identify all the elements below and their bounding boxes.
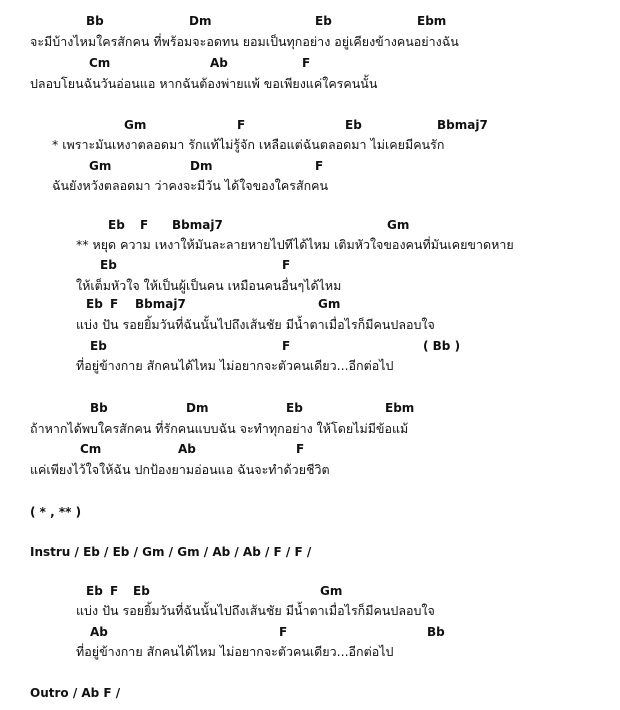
chord: Ab: [210, 56, 228, 70]
lyric-line: แบ่ง ปัน รอยยิ้มวันที่ฉันนั้นไปถึงเส้นชัย มีน้ำตาเมื่อไรก็มีคนปลอบใจ: [76, 603, 435, 618]
lyric-line: ฉันยังหวังตลอดมา ว่าคงจะมีวัน ได้ใจของใครสักคน: [52, 178, 329, 193]
lyric-line: ปลอบโยนฉันวันอ่อนแอ หากฉันต้องพ่ายแพ้ ขอเพียงแค่ใครคนนั้น: [30, 76, 378, 91]
lyric-line: * เพราะมันเหงาตลอดมา รักแท้ไม่รู้จัก เหลือแต่ฉันตลอดมา ไม่เคยมีคนรัก: [52, 137, 445, 152]
chord: Eb: [315, 14, 332, 28]
chord: F: [302, 56, 311, 70]
lyric-line: แบ่ง ปัน รอยยิ้มวันที่ฉันนั้นไปถึงเส้นชัย มีน้ำตาเมื่อไรก็มีคนปลอบใจ: [76, 317, 435, 332]
chord: Bbmaj7: [135, 297, 186, 311]
lyric-line: จะมีบ้างไหมใครสักคน ที่พร้อมจะอดทน ยอมเป็นทุกอย่าง อยู่เคียงข้างคนอย่างฉัน: [30, 34, 459, 49]
chord: F: [140, 218, 149, 232]
chord: Gm: [89, 159, 112, 173]
chord: Ab: [178, 442, 196, 456]
chord: Cm: [89, 56, 111, 70]
chord: Dm: [186, 401, 209, 415]
instrumental-chords: Instru / Eb / Eb / Gm / Gm / Ab / Ab / F / F /: [30, 545, 312, 559]
chord: Eb: [133, 584, 150, 598]
lyric-line: ที่อยู่ข้างกาย สักคนได้ไหม ไม่อยากจะตัวคนเดียว...อีกต่อไป: [76, 644, 394, 659]
lyric-line: ** หยุด ความ เหงาให้มันละลายหายไปทีได้ไหม เติมหัวใจของคนที่มันเคยขาดหาย: [76, 237, 514, 252]
chord: Eb: [86, 584, 103, 598]
lyric-line: ถ้าหากได้พบใครสักคน ที่รักคนแบบฉัน จะทำทุกอย่าง ให้โดยไม่มีข้อแม้: [30, 421, 409, 436]
chord: F: [296, 442, 305, 456]
chord: Ab: [90, 625, 108, 639]
chord: Bbmaj7: [437, 118, 488, 132]
chord: Eb: [286, 401, 303, 415]
chord: Gm: [318, 297, 341, 311]
chord: Eb: [345, 118, 362, 132]
lyric-line: แค่เพียงไว้ใจให้ฉัน ปกป้องยามอ่อนแอ ฉันจะทำด้วยชีวิต: [30, 462, 330, 477]
chord: Bb: [427, 625, 445, 639]
chord: Dm: [190, 159, 213, 173]
chord: Bbmaj7: [172, 218, 223, 232]
lyric-line: ให้เต็มหัวใจ ให้เป็นผู้เป็นคน เหมือนคนอื่นๆได้ไหม: [76, 278, 342, 293]
chord: ( Bb ): [423, 339, 461, 353]
chord: Gm: [124, 118, 147, 132]
chord: F: [110, 297, 119, 311]
chord: F: [110, 584, 119, 598]
chord: Eb: [100, 258, 117, 272]
chord: Eb: [86, 297, 103, 311]
repeat-marker: ( * , ** ): [30, 505, 82, 519]
chord: Eb: [90, 339, 107, 353]
chord: Ebm: [417, 14, 447, 28]
chord: F: [282, 339, 291, 353]
chord: F: [315, 159, 324, 173]
chord: Cm: [80, 442, 102, 456]
chord: Gm: [320, 584, 343, 598]
chord: Ebm: [385, 401, 415, 415]
chord: Bb: [86, 14, 104, 28]
chord: F: [279, 625, 288, 639]
chord: Dm: [189, 14, 212, 28]
lyric-line: ที่อยู่ข้างกาย สักคนได้ไหม ไม่อยากจะตัวคนเดียว...อีกต่อไป: [76, 358, 394, 373]
chord: F: [282, 258, 291, 272]
chord: Gm: [387, 218, 410, 232]
chord: Bb: [90, 401, 108, 415]
outro-chords: Outro / Ab F /: [30, 686, 121, 700]
chord: F: [237, 118, 246, 132]
chord: Eb: [108, 218, 125, 232]
